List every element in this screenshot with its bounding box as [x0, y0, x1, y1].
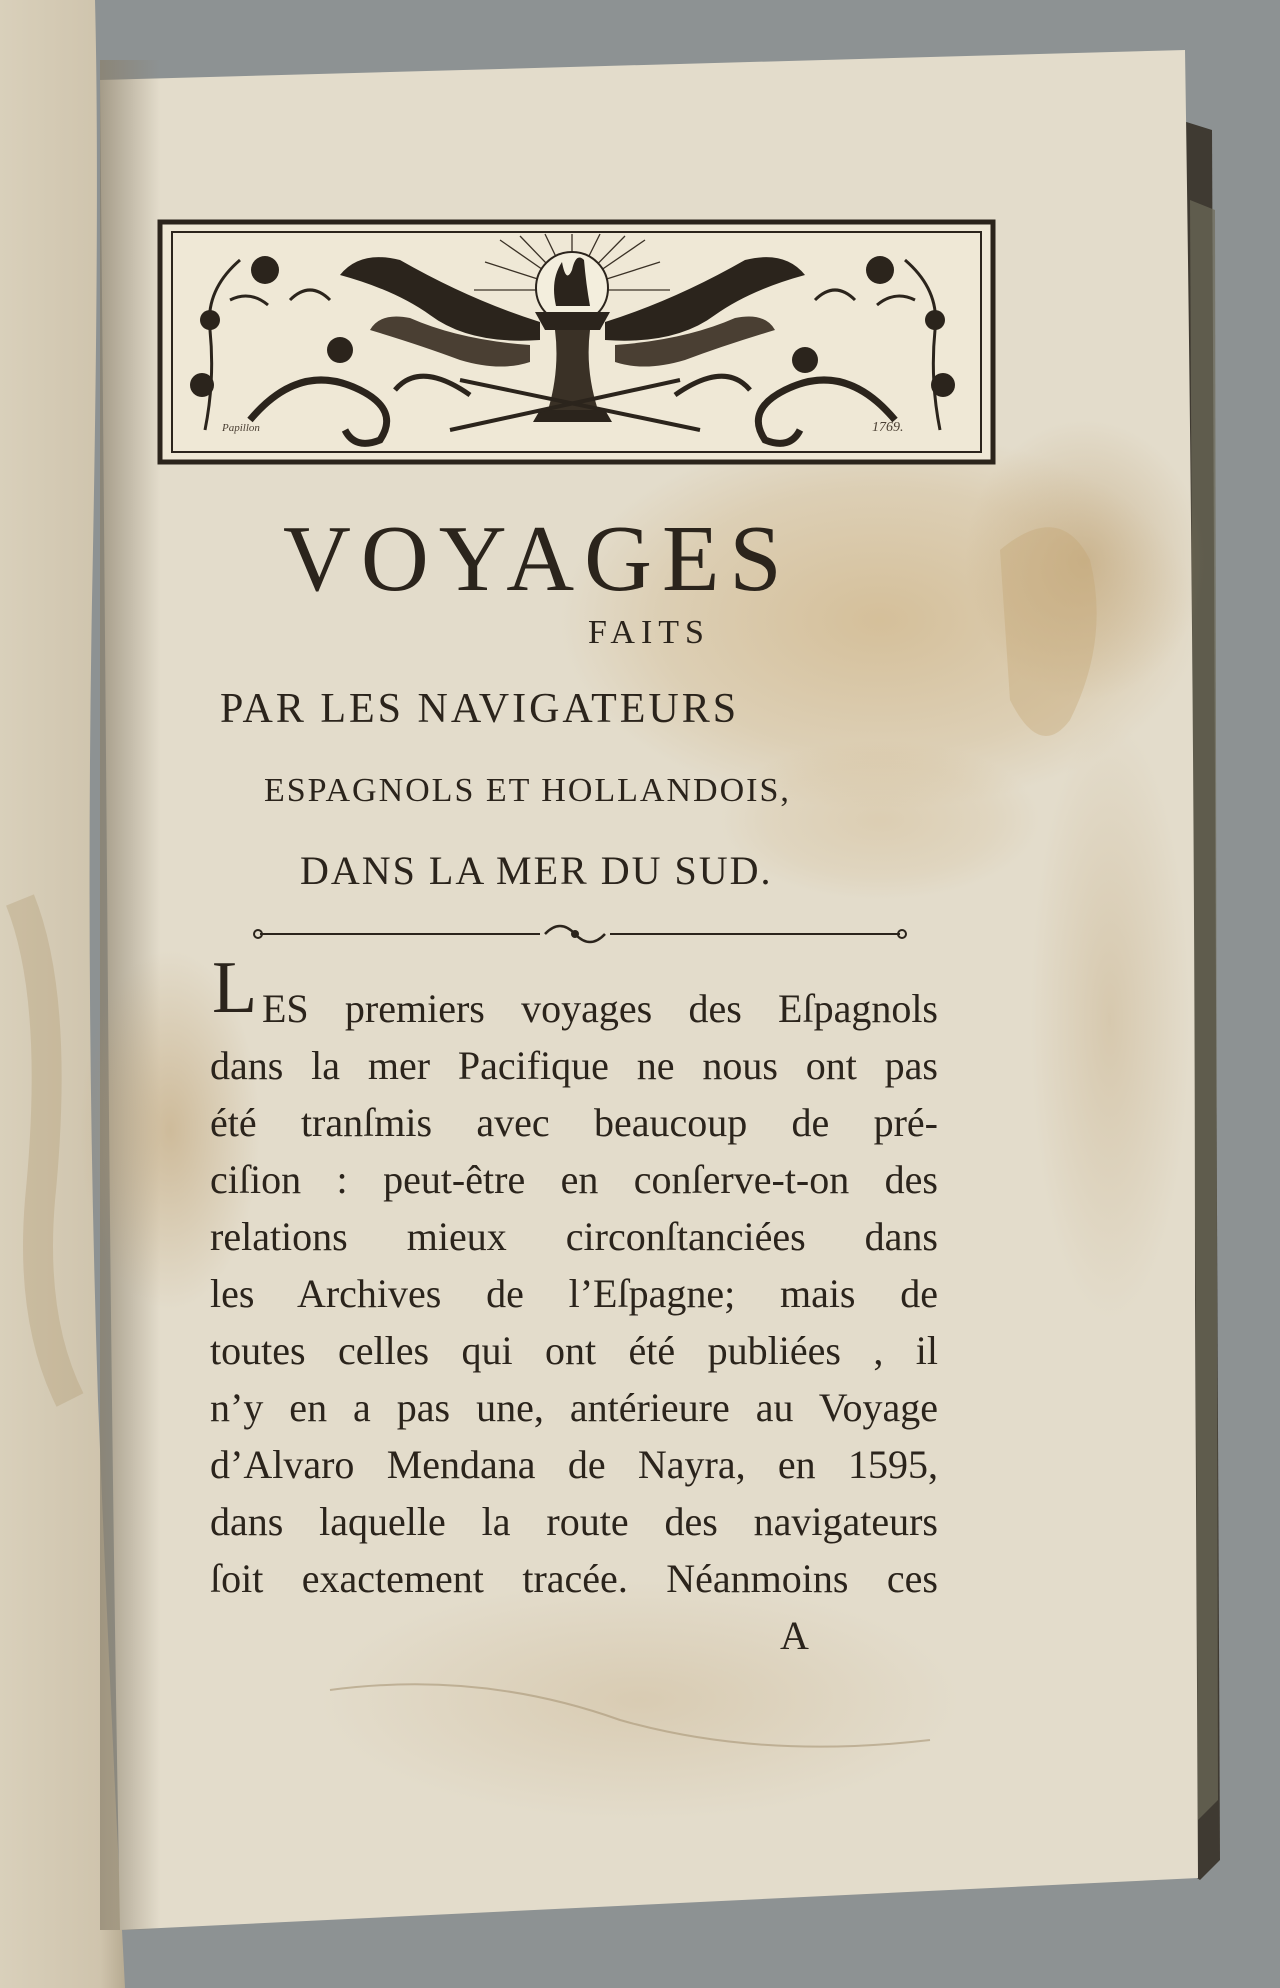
- subtitle-line-2: PAR LES NAVIGATEURS: [220, 686, 740, 732]
- headpiece-ornament: [160, 222, 993, 462]
- page-title: VOYAGES: [283, 507, 792, 611]
- body-line: relations mieux circonſtanciées dans: [210, 1214, 938, 1259]
- body-line: dans laquelle la route des navigateurs: [210, 1499, 938, 1544]
- drop-cap: L: [212, 947, 258, 1029]
- subtitle-line-3: ESPAGNOLS ET HOLLANDOIS,: [264, 772, 791, 809]
- body-line: n’y en a pas une, antérieure au Voyage: [210, 1385, 938, 1430]
- body-line: les Archives de l’Eſpagne; mais de: [210, 1271, 938, 1316]
- body-line: d’Alvaro Mendana de Nayra, en 1595,: [210, 1442, 938, 1487]
- body-line: ſoit exactement tracée. Néanmoins ces: [210, 1556, 938, 1601]
- body-line: ciſion : peut-être en conſerve-t-on des: [210, 1157, 938, 1202]
- body-line: toutes celles qui ont été publiées , il: [210, 1328, 938, 1373]
- body-line: ES premiers voyages des Eſpagnols: [262, 986, 938, 1031]
- signature-mark: A: [780, 1613, 809, 1658]
- subtitle-line-4: DANS LA MER DU SUD.: [300, 848, 773, 893]
- engraver-credit-right: 1769.: [872, 420, 904, 435]
- body-line: été tranſmis avec beaucoup de pré-: [210, 1100, 938, 1145]
- subtitle-line-1: FAITS: [588, 614, 710, 651]
- body-line: dans la mer Pacifique ne nous ont pas: [210, 1043, 938, 1088]
- engraver-credit-left: Papillon: [222, 422, 260, 434]
